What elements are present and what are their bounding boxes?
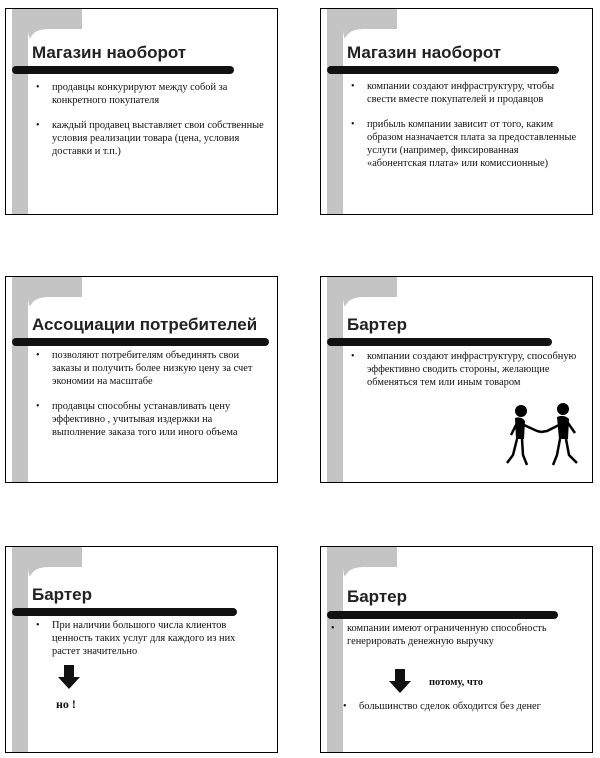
bullet-list <box>34 349 265 451</box>
bullet-item: • продавцы конкурируют между собой за конкретного покупателя <box>34 81 265 107</box>
title-underline-bar <box>12 338 269 346</box>
bullet-item: • каждый продавец выставляет свои собственные условия реализации товара (цена, условия доставки и т.п.) <box>34 119 265 158</box>
slide-title: Бартер <box>347 587 407 606</box>
conclusion-label: но ! <box>56 697 76 711</box>
title-underline-bar <box>327 66 559 74</box>
slide-title: Бартер <box>32 585 92 604</box>
handshake-figures-icon <box>497 399 587 469</box>
slide-corner-decoration <box>12 547 82 587</box>
slide-corner-decoration <box>12 277 82 317</box>
title-underline-bar <box>327 611 558 619</box>
slide-title: Магазин наоборот <box>32 43 187 62</box>
bullet-list-2 <box>341 700 580 725</box>
bullet-item: • компании имеют ограниченную способность генерировать денежную выручку <box>329 622 580 648</box>
slide-3 <box>5 276 278 483</box>
bullet-list <box>34 81 265 170</box>
reason-label: потому, что <box>429 677 484 688</box>
title-underline-bar <box>12 608 237 616</box>
bullet-item: • позволяют потребителям объединять свои заказы и получить более низкую цену за счет экономии на масштабе <box>34 349 265 388</box>
bullet-list <box>349 350 580 401</box>
slide-title: Бартер <box>347 315 407 334</box>
bullet-list <box>34 619 265 670</box>
slide-6 <box>320 546 593 753</box>
bullet-item: • прибыль компании зависит от того, каким образом назначается плата за предоставленные услуги (например, фиксированная «абонентская плата» или комиссионные) <box>349 118 580 170</box>
bullet-list <box>349 80 580 182</box>
slide-5 <box>5 546 278 753</box>
slide-corner-decoration <box>327 547 397 587</box>
bullet-list <box>329 622 580 660</box>
slide-1 <box>5 8 278 215</box>
down-arrow-icon <box>389 669 411 693</box>
slide-4 <box>320 276 593 483</box>
bullet-item: • компании создают инфраструктуру, способную эффективно сводить стороны, желающие обменяться тем или иным товаром <box>349 350 580 389</box>
bullet-item: • продавцы способны устанавливать цену эффективно , учитывая издержки на выполнение заказа того или иного объема <box>34 400 265 439</box>
title-underline-bar <box>327 338 552 346</box>
slide-corner-decoration <box>327 277 397 317</box>
bullet-item: • компании создают инфраструктуру, чтобы свести вместе покупателей и продавцов <box>349 80 580 106</box>
down-arrow-icon <box>58 665 80 689</box>
slide-title: Магазин наоборот <box>347 43 502 62</box>
bullet-item: • большинство сделок обходится без денег <box>341 700 580 713</box>
bullet-item: • При наличии большого числа клиентов ценность таких услуг для каждого из них растет значительно <box>34 619 265 658</box>
slide-title: Ассоциации потребителей <box>32 315 258 334</box>
title-underline-bar <box>12 66 234 74</box>
slide-2 <box>320 8 593 215</box>
